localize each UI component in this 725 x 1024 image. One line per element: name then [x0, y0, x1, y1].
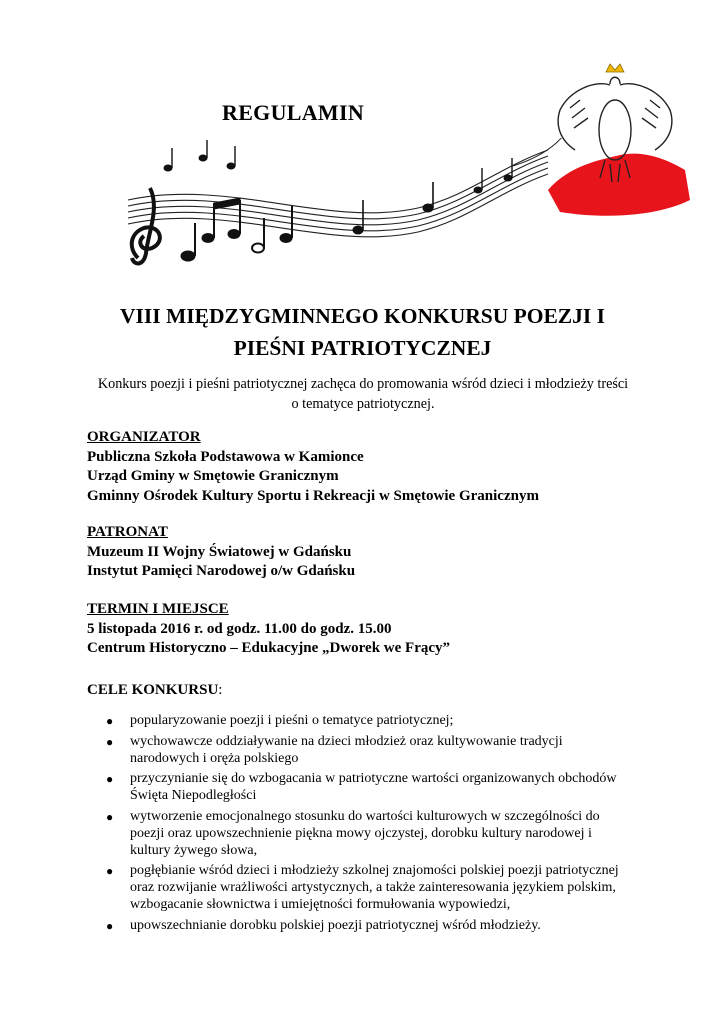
bullet-icon: ● [106, 864, 114, 879]
page-title: REGULAMIN [222, 100, 365, 125]
goals-list [104, 713, 624, 939]
music-notes-staff-icon [108, 138, 578, 273]
list-item [104, 918, 624, 935]
title-line-1: VIII MIĘDZYGMINNEGO KONKURSU POEZJI I [120, 304, 605, 328]
intro-paragraph [78, 374, 648, 414]
schedule-line: Centrum Historyczno – Edukacyjne „Dworek we Frący” [87, 640, 451, 656]
patronage-line: Muzeum II Wojny Światowej w Gdańsku [87, 543, 352, 560]
organizer-line: Publiczna Szkoła Podstawowa w Kamionce [87, 448, 364, 465]
list-item [104, 863, 624, 913]
goals-heading [87, 681, 222, 700]
goals-heading-text: CELE KONKURSU [87, 682, 219, 698]
organizer-line: Urząd Gminy w Smętowie Granicznym [87, 468, 339, 484]
patronage-heading: PATRONAT [87, 524, 168, 540]
list-item-text: wychowawcze oddziaływanie na dzieci młodzież oraz kultywowanie tradycji narodowych i oręża polskiego [130, 733, 563, 766]
bullet-icon: ● [106, 714, 114, 728]
intro-line-1: Konkurs poezji i pieśni patriotycznej zachęca do promowania wśród dzieci i młodzieży treści [97, 376, 629, 392]
patronage-section [87, 523, 687, 582]
bullet-icon: ● [106, 734, 114, 749]
schedule-section [87, 600, 687, 659]
list-item-text: upowszechnianie dorobku polskiej poezji patriotycznej wśród młodzieży. [130, 917, 541, 933]
list-item [104, 713, 624, 730]
patronage-line: Instytut Pamięci Narodowej o/w Gdańsku [87, 563, 356, 579]
organizer-line: Gminny Ośrodek Kultury Sportu i Rekreacji w Smętowie Granicznym [87, 487, 539, 504]
bullet-icon: ● [106, 918, 114, 933]
list-item-text: przyczynianie się do wzbogacania w patriotyczne wartości organizowanych obchodów Święta Niepodległości [130, 771, 617, 804]
polish-eagle-map-icon [540, 60, 690, 220]
organizer-heading: ORGANIZATOR [87, 429, 201, 445]
list-item [104, 771, 624, 805]
intro-line-2: o tematyce patriotycznej. [291, 396, 435, 412]
schedule-line: 5 listopada 2016 r. od godz. 11.00 do godz. 15.00 [87, 620, 392, 637]
list-item-text: wytworzenie emocjonalnego stosunku do wartości kulturowych w szczególności do poezji oraz upowszechnienie piękna mowy ojczystej, dorobku kultury narodowej i kultury żywego słowa, [130, 808, 600, 858]
list-item [104, 734, 624, 768]
document-title [0, 300, 725, 364]
schedule-heading: TERMIN I MIEJSCE [87, 601, 229, 617]
organizer-section [87, 428, 687, 506]
list-item [104, 809, 624, 859]
bullet-icon: ● [106, 809, 114, 824]
goals-heading-suffix: : [218, 682, 223, 698]
list-item-text: pogłębianie wśród dzieci i młodzieży szkolnej znajomości polskiej poezji patriotycznej oraz rozwijanie wrażliwości artystycznych, a także zainteresowania językiem polskim, wzbogacanie słownictwa i umiejętności formułowania wypowiedzi, [130, 863, 619, 912]
bullet-icon: ● [106, 772, 114, 787]
title-line-2: PIEŚNI PATRIOTYCZNEJ [233, 336, 492, 360]
list-item-text: popularyzowanie poezji i pieśni o tematyce patriotycznej; [130, 713, 454, 728]
